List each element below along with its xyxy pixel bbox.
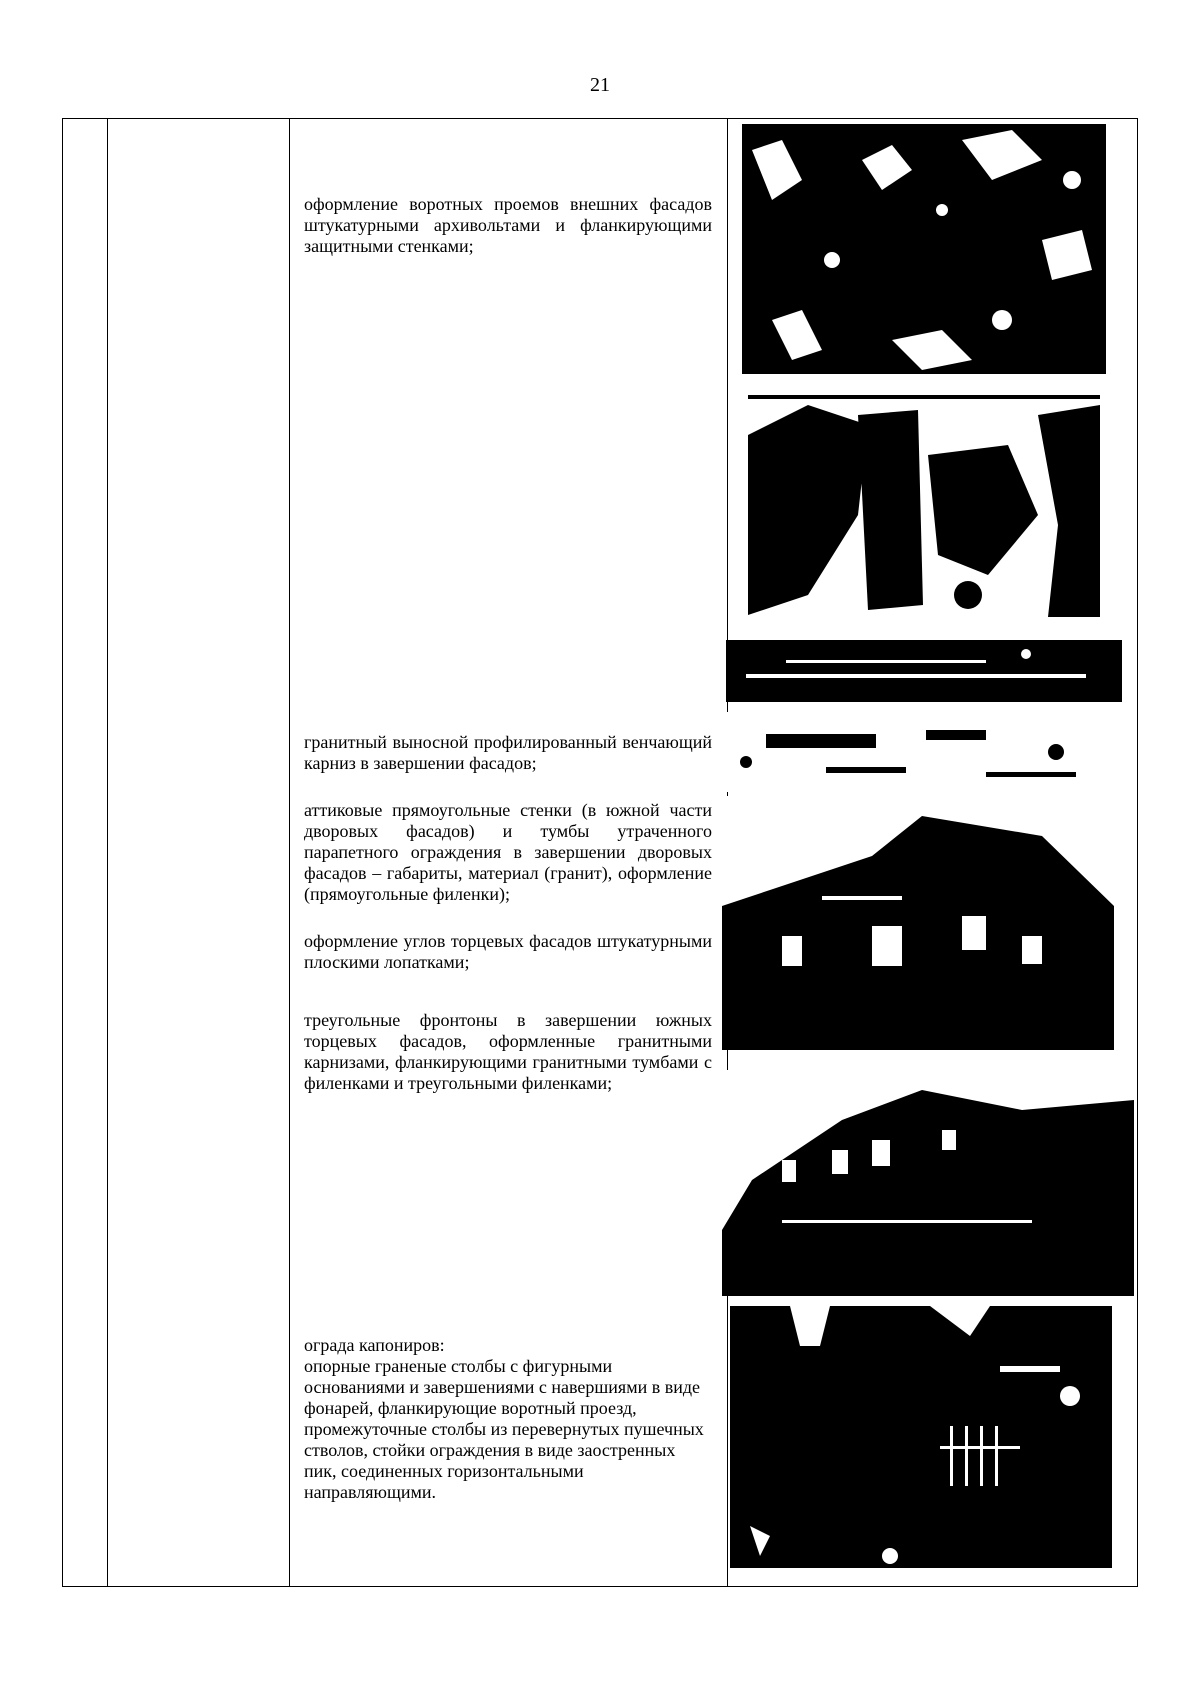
column-divider <box>107 119 108 1586</box>
page-number: 21 <box>590 74 610 96</box>
item-corner-pilasters: оформление углов торцевых фасадов штукатурными плоскими лопатками; <box>304 931 712 972</box>
item-caponier-fence-heading: ограда капониров: <box>304 1335 445 1355</box>
photo-caponier-fence <box>730 1306 1112 1568</box>
item-caponier-fence: опорные граненые столбы с фигурными основаниями и завершениями с навершиями в виде фонарей, фланкирующие воротный проезд, промежуточные столбы из перевернутых пушечных стволов, стойки ограждения в виде заостренных пик, соединенных горизонтальными направляющими. <box>304 1356 704 1502</box>
photo-wall-ruin <box>748 395 1100 617</box>
photo-gate-archivolt <box>742 120 1106 374</box>
item-attic-walls: аттиковые прямоугольные стенки (в южной части дворовых фасадов) и тумбы утраченного парапетного ограждения в завершении дворовых фасадов – габариты, материал (гранит), оформление (прямоугольные филенки); <box>304 800 712 904</box>
item-gate-openings: оформление воротных проемов внешних фасадов штукатурными архивольтами и фланкирующими защитными стенками; <box>304 194 712 256</box>
photo-cornice <box>726 640 1122 702</box>
column-divider <box>289 119 290 1586</box>
item-granite-cornice: гранитный выносной профилированный венчающий карниз в завершении фасадов; <box>304 732 712 773</box>
item-triangular-pediments: треугольные фронтоны в завершении южных торцевых фасадов, оформленные гранитными карнизами, фланкирующими гранитными тумбами с филенками и треугольными филенками; <box>304 1010 712 1093</box>
photo-attic-building <box>722 796 1114 1050</box>
photo-cornice-detail <box>726 712 1122 792</box>
photo-pediment-building <box>722 1070 1134 1296</box>
